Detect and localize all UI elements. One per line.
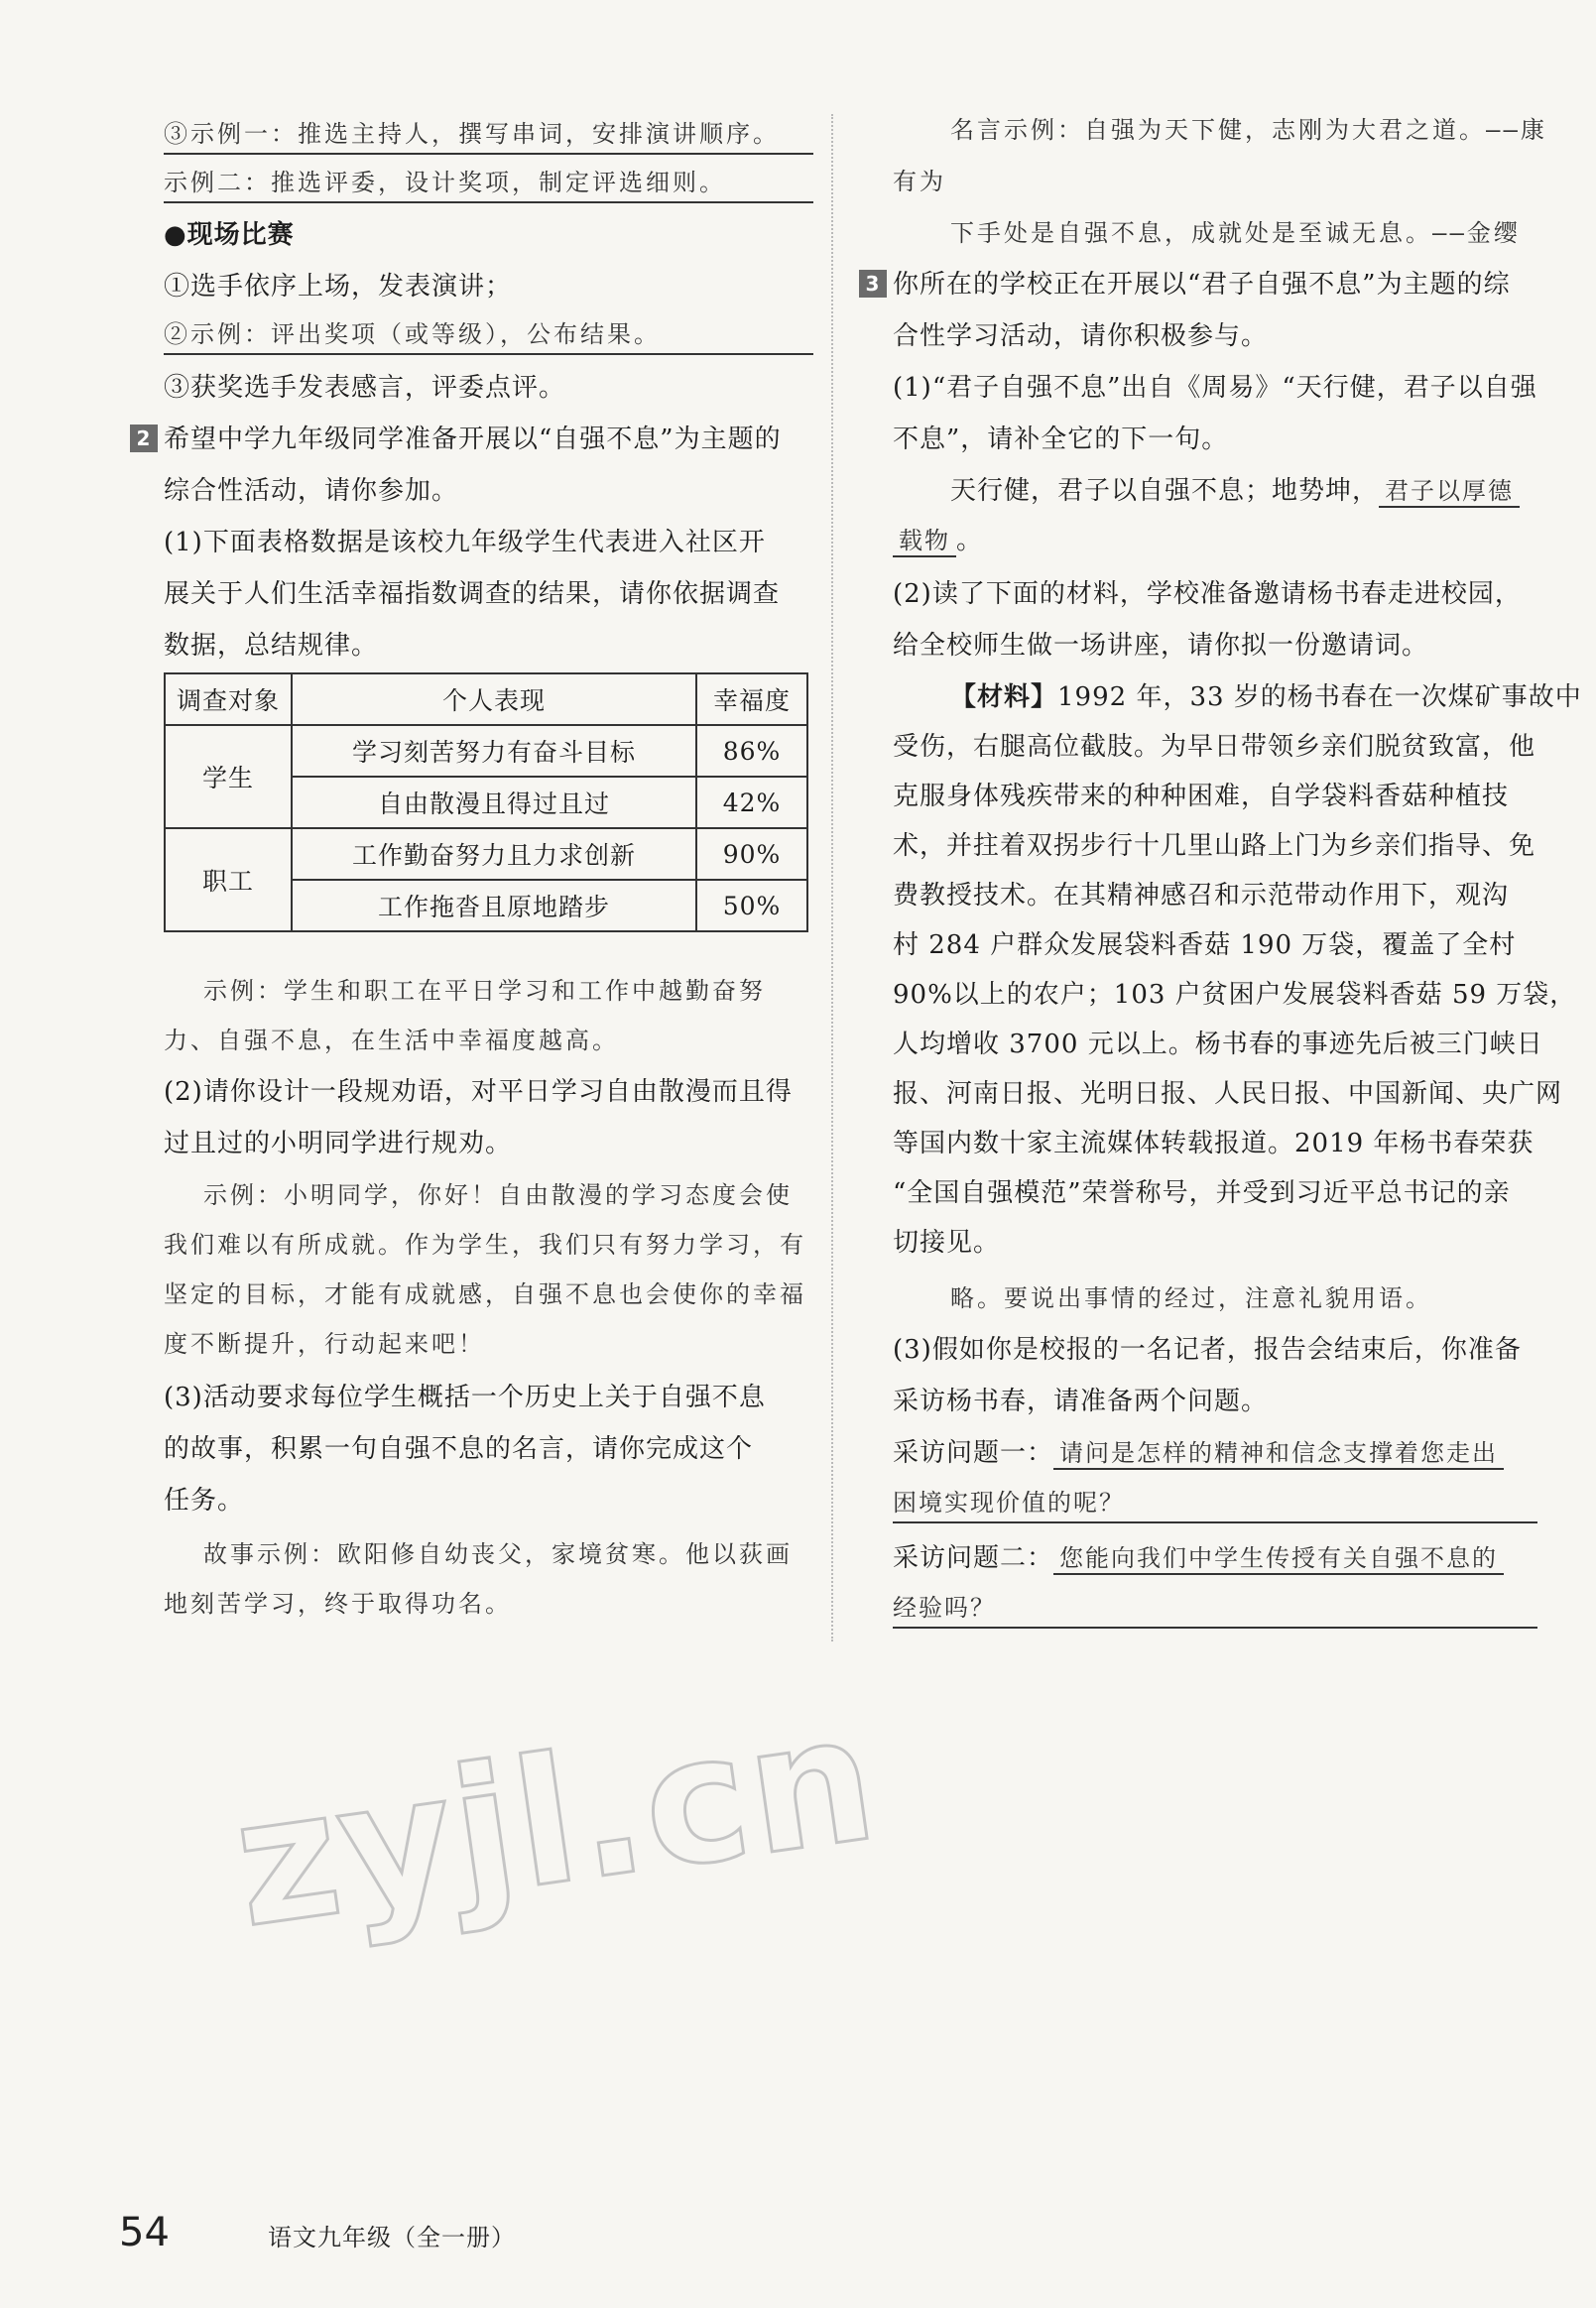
material-line: “全国自强模范”荣誉称号，并受到习近平总书记的亲 (893, 1178, 1511, 1208)
text-line: 不息”，请补全它的下一句。 (893, 425, 1229, 454)
text-line: (3)假如你是校报的一名记者，报告会结束后，你准备 (893, 1335, 1522, 1365)
material-label: 【材料】 (950, 682, 1058, 712)
answer-line: 度不断提升，行动起来吧！ (164, 1330, 485, 1358)
question-3: 3 你所在的学校正在开展以“君子自强不息”为主题的综 (859, 266, 1537, 304)
answer-line: 下手处是自强不息，成就处是至诚无息。——金缨 (950, 219, 1521, 247)
question-number-badge: 2 (130, 425, 158, 452)
answer-line: 略。要说出事情的经过，注意礼貌用语。 (950, 1284, 1432, 1312)
answer-line: ②示例：评出奖项（或等级），公布结果。 (164, 315, 813, 355)
table-cell: 工作拖沓且原地踏步 (292, 880, 696, 931)
answer-line: 我们难以有所成就。作为学生，我们只有努力学习，有 (164, 1231, 806, 1259)
text-line: (2)请你设计一段规劝语，对平日学习自由散漫而且得 (164, 1077, 793, 1107)
text-line: (3)活动要求每位学生概括一个历史上关于自强不息 (164, 1383, 766, 1412)
material-line: 切接见。 (893, 1228, 1001, 1258)
answer-line: 示例二：推选评委，设计奖项，制定评选细则。 (164, 164, 813, 203)
table-row (165, 725, 807, 777)
table-cell: 90% (696, 828, 807, 880)
material-line: 人均增收 3700 元以上。杨书春的事迹先后被三门峡日 (893, 1030, 1543, 1059)
answer-blank: 君子以厚德 (1379, 477, 1520, 508)
watermark: zyjl.cn (223, 1675, 889, 1968)
text-line: (1)“君子自强不息”出自《周易》“天行健，君子以自强 (893, 373, 1537, 403)
text-line: 任务。 (164, 1486, 245, 1516)
table-cell: 学习刻苦努力有奋斗目标 (292, 725, 696, 777)
answer-line: 故事示例：欧阳修自幼丧父，家境贫寒。他以荻画 (203, 1540, 793, 1568)
book-title: 语文九年级（全一册） (268, 2224, 516, 2251)
text-line: ③获奖选手发表感言，评委点评。 (164, 373, 566, 403)
material-line: 90%以上的农户；103 户贫困户发展袋料香菇 59 万袋， (893, 980, 1577, 1010)
answer-line: 地刻苦学习，终于取得功名。 (164, 1590, 512, 1618)
answer-line: 有为 (893, 168, 946, 195)
answer-line: 示例：学生和职工在平日学习和工作中越勤奋努 (203, 977, 766, 1005)
answer-line: 力、自强不息，在生活中幸福度越高。 (164, 1027, 619, 1054)
question-number-badge: 3 (859, 270, 887, 298)
material-line: 克服身体残疾带来的种种困难，自学袋料香菇种植技 (893, 782, 1510, 811)
table-group-cell: 学生 (165, 725, 292, 828)
answer-line: 坚定的目标，才能有成就感，自强不息也会使你的幸福 (164, 1280, 806, 1308)
text-line (893, 1484, 1537, 1523)
material-line: 报、河南日报、光明日报、人民日报、中国新闻、央广网 (893, 1079, 1563, 1109)
text-line: 给全校师生做一场讲座，请你拟一份邀请词。 (893, 631, 1429, 661)
answer-blank: 困境实现价值的呢？ (893, 1484, 1537, 1523)
table-cell: 42% (696, 777, 807, 828)
material-line: 术，并拄着双拐步行十几里山路上门为乡亲们指导、免 (893, 831, 1536, 861)
text-line: 采访问题一： 请问是怎样的精神和信念支撑着您走出 (893, 1434, 1537, 1472)
table-cell: 工作勤奋努力且力求创新 (292, 828, 696, 880)
answer-blank: 请问是怎样的精神和信念支撑着您走出 (1053, 1439, 1504, 1470)
text-line: 过且过的小明同学进行规劝。 (164, 1129, 513, 1158)
table-cell: 86% (696, 725, 807, 777)
text-line: 合性学习活动，请你积极参与。 (893, 321, 1269, 351)
text-line: 展关于人们生活幸福指数调查的结果，请你依据调查 (164, 579, 781, 609)
text-line: 数据，总结规律。 (164, 631, 379, 661)
question-2: 2 希望中学九年级同学准备开展以“自强不息”为主题的 (130, 421, 813, 458)
table-cell: 50% (696, 880, 807, 931)
answer-blank: 经验吗？ (893, 1589, 1537, 1629)
answer-line: ③示例一：推选主持人，撰写串词，安排演讲顺序。 (164, 115, 813, 155)
page-number: 54 (119, 2210, 170, 2255)
material-line: 等国内数十家主流媒体转载报道。2019 年杨书春荣获 (893, 1129, 1535, 1158)
text-line: (2)读了下面的材料，学校准备邀请杨书春走进校园， (893, 579, 1522, 609)
answer-line: 示例：小明同学，你好！自由散漫的学习态度会使 (203, 1181, 793, 1209)
answer-blank: 您能向我们中学生传授有关自强不息的 (1053, 1544, 1504, 1575)
section-heading: ●现场比赛 (164, 220, 295, 250)
table-header: 幸福度 (696, 673, 807, 725)
material-line: 费教授技术。在其精神感召和示范带动作用下，观沟 (893, 881, 1510, 911)
text-line: ①选手依序上场，发表演讲； (164, 272, 513, 302)
table-row (165, 828, 807, 880)
table-group-cell: 职工 (165, 828, 292, 931)
survey-table (164, 672, 808, 932)
material-line: 村 284 户群众发展袋料香菇 190 万袋，覆盖了全村 (893, 930, 1517, 960)
material-line: 受伤，右腿高位截肢。为早日带领乡亲们脱贫致富，他 (893, 732, 1536, 762)
text-line: 综合性活动，请你参加。 (164, 476, 459, 506)
text-line: 载物 。 (893, 522, 1537, 559)
text-line: (1)下面表格数据是该校九年级学生代表进入社区开 (164, 528, 766, 557)
table-cell: 自由散漫且得过且过 (292, 777, 696, 828)
table-header: 调查对象 (165, 673, 292, 725)
table-header-row (165, 673, 807, 725)
text-line: 天行健，君子以自强不息；地势坤， 君子以厚德 (950, 472, 1537, 510)
text-line (893, 1589, 1537, 1629)
text-line: 采访问题二： 您能向我们中学生传授有关自强不息的 (893, 1539, 1537, 1577)
answer-blank: 载物 (893, 527, 956, 557)
answer-line: 名言示例：自强为天下健，志刚为大君之道。——康 (950, 116, 1547, 144)
text-line: 采访杨书春，请准备两个问题。 (893, 1387, 1269, 1416)
material-line: 【材料】1992 年，33 岁的杨书春在一次煤矿事故中 (950, 682, 1582, 712)
table-header: 个人表现 (292, 673, 696, 725)
column-divider (831, 114, 833, 1641)
text-line: 的故事，积累一句自强不息的名言，请你完成这个 (164, 1434, 754, 1464)
